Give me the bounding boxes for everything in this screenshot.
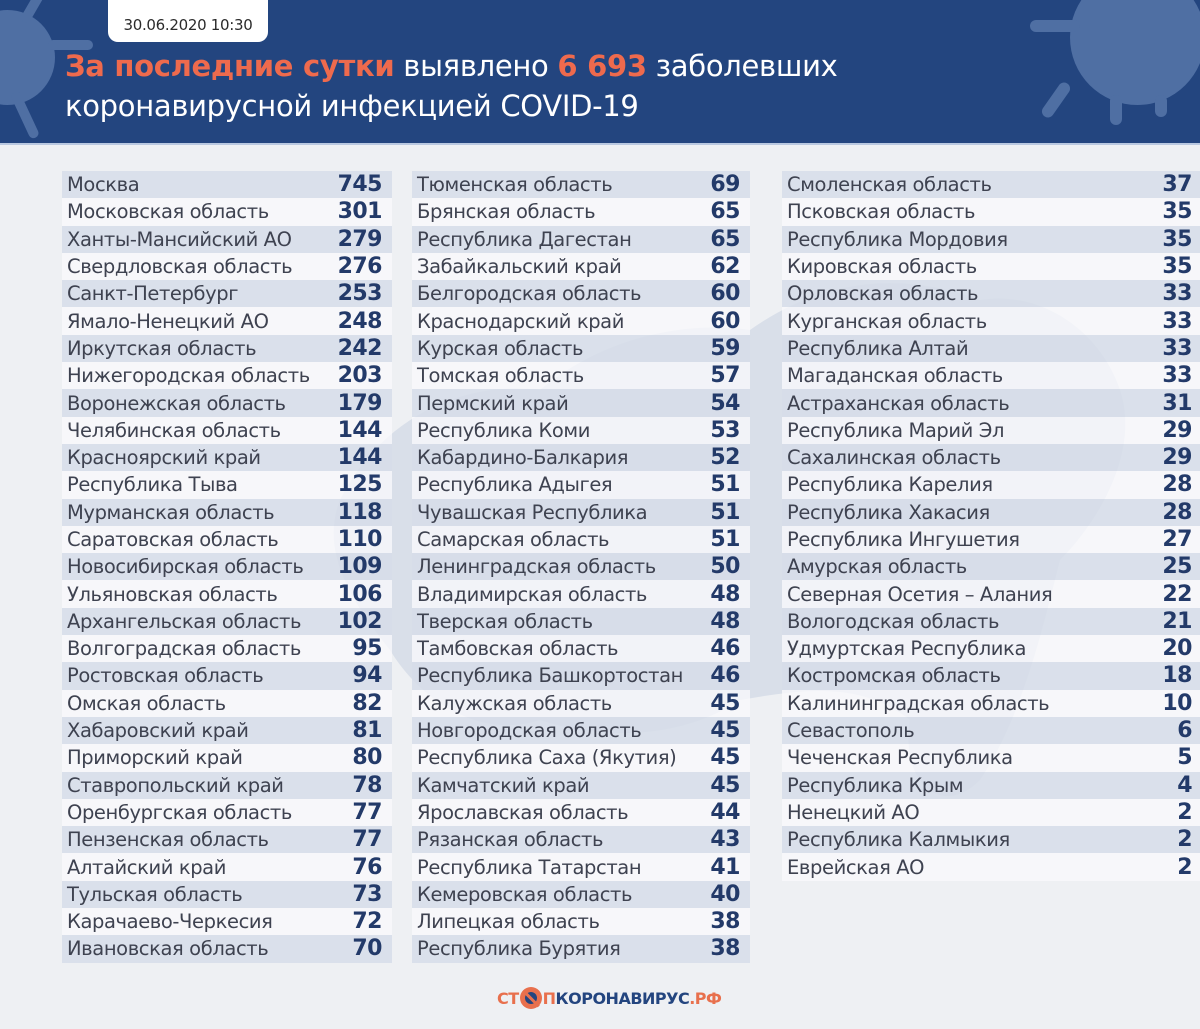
- region-row: [412, 608, 750, 635]
- region-row: [62, 690, 392, 717]
- virus-decoration-icon: [0, 10, 55, 105]
- region-case-count: 2: [1177, 854, 1192, 880]
- region-name: Республика Крым: [787, 773, 964, 797]
- region-name: Чувашская Республика: [417, 500, 648, 524]
- region-case-count: 109: [337, 554, 382, 580]
- region-row: [412, 362, 750, 389]
- region-row: [62, 307, 392, 334]
- region-case-count: 27: [1162, 527, 1192, 552]
- region-row: [412, 772, 750, 799]
- region-case-count: 77: [352, 799, 382, 825]
- region-name: Республика Ингушетия: [787, 528, 1020, 551]
- region-column-1: [62, 171, 392, 963]
- headline-line-2: коронавирусной инфекцией COVID-19: [65, 89, 639, 123]
- region-name: Владимирская область: [417, 582, 648, 606]
- region-name: Самарская область: [417, 528, 610, 551]
- headline-text: выявлено: [394, 49, 558, 83]
- region-case-count: 45: [710, 718, 740, 744]
- region-case-count: 33: [1162, 281, 1192, 307]
- region-case-count: 248: [337, 308, 382, 334]
- region-name: Еврейская АО: [787, 855, 925, 879]
- region-row: [62, 526, 392, 553]
- region-row: [782, 280, 1200, 307]
- region-row: [62, 253, 392, 280]
- region-row: [62, 881, 392, 908]
- region-row: [782, 362, 1200, 389]
- region-case-count: 48: [710, 581, 740, 607]
- region-row: [412, 553, 750, 580]
- region-name: Амурская область: [787, 555, 967, 579]
- region-name: Ямало-Ненецкий АО: [67, 309, 269, 333]
- headline-total-count: 6 693: [557, 49, 647, 83]
- region-name: Костромская область: [787, 664, 1001, 688]
- region-name: Республика Мордовия: [787, 227, 1008, 251]
- region-case-count: 46: [710, 636, 740, 662]
- region-case-count: 29: [1162, 417, 1192, 443]
- region-row: [62, 853, 392, 880]
- region-row: [62, 171, 392, 198]
- region-case-count: 80: [352, 745, 382, 771]
- region-name: Красноярский край: [67, 446, 261, 470]
- region-name: Тамбовская область: [417, 637, 619, 661]
- region-name: Краснодарский край: [417, 309, 625, 333]
- region-row: [782, 526, 1200, 553]
- region-case-count: 6: [1177, 718, 1192, 744]
- region-case-count: 102: [337, 608, 382, 634]
- region-name: Республика Дагестан: [417, 227, 632, 251]
- region-case-count: 179: [337, 390, 382, 416]
- region-row: [782, 690, 1200, 717]
- region-name: Удмуртская Республика: [787, 637, 1026, 661]
- region-name: Чеченская Республика: [787, 746, 1013, 770]
- region-name: Республика Тыва: [67, 473, 238, 497]
- region-name: Белгородская область: [417, 282, 642, 306]
- region-name: Магаданская область: [787, 364, 1003, 388]
- region-row: [62, 280, 392, 307]
- region-case-count: 82: [352, 690, 382, 716]
- region-row: [412, 744, 750, 771]
- region-name: Ленинградская область: [417, 555, 656, 579]
- headline-line-1: [65, 46, 965, 86]
- region-row: [782, 853, 1200, 880]
- region-case-count: 118: [337, 499, 382, 525]
- header-banner: [0, 0, 1200, 145]
- region-row: [62, 499, 392, 526]
- region-case-count: 35: [1162, 199, 1192, 225]
- region-row: [782, 608, 1200, 635]
- region-case-count: 279: [337, 226, 382, 252]
- region-case-count: 54: [710, 390, 740, 416]
- region-name: Иркутская область: [67, 336, 257, 360]
- region-row: [782, 444, 1200, 471]
- region-row: [412, 935, 750, 962]
- region-row: [782, 662, 1200, 689]
- region-column-3: [782, 171, 1200, 881]
- region-row: [412, 335, 750, 362]
- region-name: Республика Башкортостан: [417, 664, 683, 688]
- region-row: [412, 417, 750, 444]
- region-case-count: 33: [1162, 308, 1192, 334]
- region-case-count: 28: [1162, 499, 1192, 525]
- region-case-count: 10: [1162, 690, 1192, 716]
- region-name: Орловская область: [787, 282, 979, 306]
- region-name: Калужская область: [417, 691, 612, 715]
- region-name: Республика Хакасия: [787, 500, 990, 524]
- region-row: [782, 417, 1200, 444]
- region-row: [412, 799, 750, 826]
- region-name: Республика Бурятия: [417, 937, 621, 961]
- region-name: Архангельская область: [67, 609, 302, 633]
- region-row: [412, 881, 750, 908]
- region-row: [782, 253, 1200, 280]
- region-row: [412, 853, 750, 880]
- region-row: [412, 635, 750, 662]
- region-row: [62, 580, 392, 607]
- region-name: Ивановская область: [67, 937, 269, 961]
- region-row: [782, 635, 1200, 662]
- region-name: Приморский край: [67, 746, 243, 770]
- region-case-count: 31: [1162, 390, 1192, 416]
- region-name: Ненецкий АО: [787, 800, 920, 824]
- region-case-count: 37: [1162, 172, 1192, 198]
- region-row: [412, 171, 750, 198]
- region-name: Калининградская область: [787, 691, 1050, 715]
- region-row: [62, 935, 392, 962]
- region-case-count: 51: [710, 499, 740, 525]
- region-case-count: 33: [1162, 363, 1192, 389]
- region-case-count: 48: [710, 608, 740, 634]
- region-case-count: 41: [710, 854, 740, 880]
- region-case-count: 70: [352, 936, 382, 962]
- region-name: Республика Карелия: [787, 473, 993, 497]
- region-name: Мурманская область: [67, 500, 275, 524]
- region-name: Курганская область: [787, 309, 987, 333]
- region-row: [62, 717, 392, 744]
- region-case-count: 77: [352, 827, 382, 853]
- region-case-count: 20: [1162, 636, 1192, 662]
- headline-accent-period: За последние сутки: [65, 49, 395, 83]
- region-case-count: 60: [710, 281, 740, 307]
- region-case-count: 35: [1162, 254, 1192, 280]
- region-row: [412, 307, 750, 334]
- logo-text: П: [542, 988, 556, 1008]
- region-case-count: 21: [1162, 608, 1192, 634]
- region-case-count: 73: [352, 881, 382, 907]
- region-row: [412, 908, 750, 935]
- region-name: Республика Адыгея: [417, 473, 613, 497]
- region-row: [62, 662, 392, 689]
- region-row: [782, 335, 1200, 362]
- region-case-count: 276: [337, 254, 382, 280]
- region-case-count: 69: [710, 172, 740, 198]
- region-row: [412, 580, 750, 607]
- region-row: [62, 826, 392, 853]
- region-case-count: 25: [1162, 554, 1192, 580]
- region-case-count: 5: [1177, 745, 1192, 771]
- region-name: Свердловская область: [67, 255, 293, 279]
- region-name: Севастополь: [787, 719, 915, 743]
- region-name: Кемеровская область: [417, 882, 633, 906]
- region-row: [412, 499, 750, 526]
- region-row: [412, 444, 750, 471]
- region-row: [782, 772, 1200, 799]
- region-case-count: 45: [710, 772, 740, 798]
- region-case-count: 2: [1177, 799, 1192, 825]
- region-row: [62, 553, 392, 580]
- region-row: [62, 635, 392, 662]
- region-case-count: 45: [710, 745, 740, 771]
- region-case-count: 78: [352, 772, 382, 798]
- region-name: Тульская область: [67, 882, 243, 906]
- region-case-count: 106: [337, 581, 382, 607]
- region-row: [62, 471, 392, 498]
- region-case-count: 28: [1162, 472, 1192, 498]
- logo-text: СТ: [497, 988, 519, 1008]
- region-name: Камчатский край: [417, 773, 590, 797]
- region-row: [62, 362, 392, 389]
- region-name: Тверская область: [417, 609, 593, 633]
- region-case-count: 144: [337, 445, 382, 471]
- region-name: Пензенская область: [67, 828, 269, 852]
- stopcoronavirus-logo: [497, 986, 721, 1010]
- region-name: Республика Марий Эл: [787, 418, 1005, 442]
- region-case-count: 301: [337, 199, 382, 225]
- region-case-count: 51: [710, 472, 740, 498]
- region-row: [62, 908, 392, 935]
- region-name: Московская область: [67, 200, 269, 224]
- region-row: [62, 226, 392, 253]
- region-name: Курская область: [417, 336, 584, 360]
- region-name: Республика Коми: [417, 418, 591, 442]
- region-case-count: 29: [1162, 445, 1192, 471]
- logo-text: .РФ: [689, 988, 722, 1008]
- region-case-count: 65: [710, 199, 740, 225]
- region-case-count: 51: [710, 527, 740, 552]
- region-case-count: 57: [710, 363, 740, 389]
- logo-text: КОРОНАВИРУС: [555, 988, 690, 1008]
- region-column-2: [412, 171, 750, 963]
- region-name: Ростовская область: [67, 664, 264, 688]
- region-row: [782, 744, 1200, 771]
- region-row: [782, 307, 1200, 334]
- headline: [65, 46, 965, 126]
- region-case-count: 65: [710, 226, 740, 252]
- region-name: Астраханская область: [787, 391, 1010, 415]
- region-row: [412, 662, 750, 689]
- region-case-count: 144: [337, 417, 382, 443]
- region-row: [62, 444, 392, 471]
- region-name: Челябинская область: [67, 418, 281, 442]
- region-row: [62, 198, 392, 225]
- region-row: [782, 799, 1200, 826]
- crossed-virus-icon: [520, 987, 542, 1009]
- region-case-count: 125: [337, 472, 382, 498]
- region-row: [782, 499, 1200, 526]
- region-case-count: 60: [710, 308, 740, 334]
- region-case-count: 33: [1162, 335, 1192, 361]
- region-name: Псковская область: [787, 200, 976, 224]
- region-case-count: 59: [710, 335, 740, 361]
- region-case-count: 46: [710, 663, 740, 689]
- region-row: [412, 389, 750, 416]
- region-name: Томская область: [417, 364, 584, 388]
- region-name: Москва: [67, 173, 140, 197]
- region-case-count: 44: [710, 799, 740, 825]
- region-row: [412, 826, 750, 853]
- region-name: Республика Алтай: [787, 336, 969, 360]
- region-name: Карачаево-Черкесия: [67, 910, 273, 934]
- region-row: [412, 690, 750, 717]
- region-case-count: 45: [710, 690, 740, 716]
- region-name: Пермский край: [417, 391, 569, 415]
- region-name: Волгоградская область: [67, 637, 301, 661]
- region-name: Рязанская область: [417, 828, 604, 852]
- region-name: Республика Саха (Якутия): [417, 746, 677, 770]
- region-row: [782, 826, 1200, 853]
- region-row: [62, 772, 392, 799]
- region-name: Саратовская область: [67, 528, 279, 551]
- region-row: [782, 580, 1200, 607]
- region-case-count: 50: [710, 554, 740, 580]
- region-case-count: 76: [352, 854, 382, 880]
- region-row: [412, 471, 750, 498]
- region-row: [412, 280, 750, 307]
- region-case-count: 745: [337, 172, 382, 198]
- region-case-count: 94: [352, 663, 382, 689]
- region-case-count: 62: [710, 254, 740, 280]
- headline-text: заболевших: [646, 49, 838, 83]
- region-row: [62, 389, 392, 416]
- region-row: [412, 253, 750, 280]
- region-name: Забайкальский край: [417, 255, 622, 279]
- region-name: Хабаровский край: [67, 719, 249, 743]
- region-row: [782, 226, 1200, 253]
- region-row: [782, 171, 1200, 198]
- region-row: [782, 198, 1200, 225]
- region-case-count: 40: [710, 881, 740, 907]
- region-name: Смоленская область: [787, 173, 992, 197]
- region-case-count: 52: [710, 445, 740, 471]
- region-row: [412, 717, 750, 744]
- date-text: 30.06.2020 10:30: [123, 16, 253, 34]
- region-name: Кабардино-Балкария: [417, 446, 629, 470]
- region-name: Республика Татарстан: [417, 855, 642, 879]
- region-name: Ярославская область: [417, 800, 629, 824]
- region-name: Оренбургская область: [67, 800, 292, 824]
- virus-decoration-icon: [1070, 0, 1200, 105]
- region-name: Новосибирская область: [67, 555, 304, 579]
- region-case-count: 253: [337, 281, 382, 307]
- region-name: Ставропольский край: [67, 773, 284, 797]
- region-case-count: 95: [352, 636, 382, 662]
- region-name: Воронежская область: [67, 391, 286, 415]
- region-row: [412, 526, 750, 553]
- region-row: [782, 471, 1200, 498]
- region-row: [62, 608, 392, 635]
- region-case-count: 38: [710, 936, 740, 962]
- region-case-count: 35: [1162, 226, 1192, 252]
- region-name: Ульяновская область: [67, 582, 278, 606]
- region-name: Новгородская область: [417, 719, 642, 743]
- region-case-count: 38: [710, 909, 740, 935]
- region-case-count: 72: [352, 909, 382, 935]
- date-badge: [108, 0, 268, 42]
- region-row: [782, 389, 1200, 416]
- region-name: Вологодская область: [787, 609, 1000, 633]
- region-row: [782, 717, 1200, 744]
- region-name: Санкт-Петербург: [67, 282, 239, 306]
- region-case-count: 81: [352, 718, 382, 744]
- region-name: Северная Осетия – Алания: [787, 582, 1053, 606]
- region-name: Кировская область: [787, 255, 977, 279]
- region-name: Нижегородская область: [67, 364, 310, 388]
- region-name: Ханты-Мансийский АО: [67, 227, 292, 251]
- region-name: Липецкая область: [417, 910, 600, 934]
- region-case-count: 2: [1177, 827, 1192, 853]
- region-row: [62, 335, 392, 362]
- region-name: Омская область: [67, 691, 226, 715]
- region-case-count: 4: [1177, 772, 1192, 798]
- region-name: Республика Калмыкия: [787, 828, 1010, 852]
- region-name: Тюменская область: [417, 173, 613, 197]
- region-case-count: 43: [710, 827, 740, 853]
- region-case-count: 18: [1162, 663, 1192, 689]
- region-case-count: 22: [1162, 581, 1192, 607]
- region-row: [782, 553, 1200, 580]
- region-row: [62, 744, 392, 771]
- region-row: [412, 226, 750, 253]
- region-case-count: 242: [337, 335, 382, 361]
- region-case-count: 203: [337, 363, 382, 389]
- region-name: Сахалинская область: [787, 446, 1001, 470]
- region-case-count: 110: [337, 527, 382, 552]
- region-case-count: 53: [710, 417, 740, 443]
- region-row: [62, 417, 392, 444]
- region-name: Брянская область: [417, 200, 596, 224]
- region-row: [412, 198, 750, 225]
- region-name: Алтайский край: [67, 855, 227, 879]
- region-row: [62, 799, 392, 826]
